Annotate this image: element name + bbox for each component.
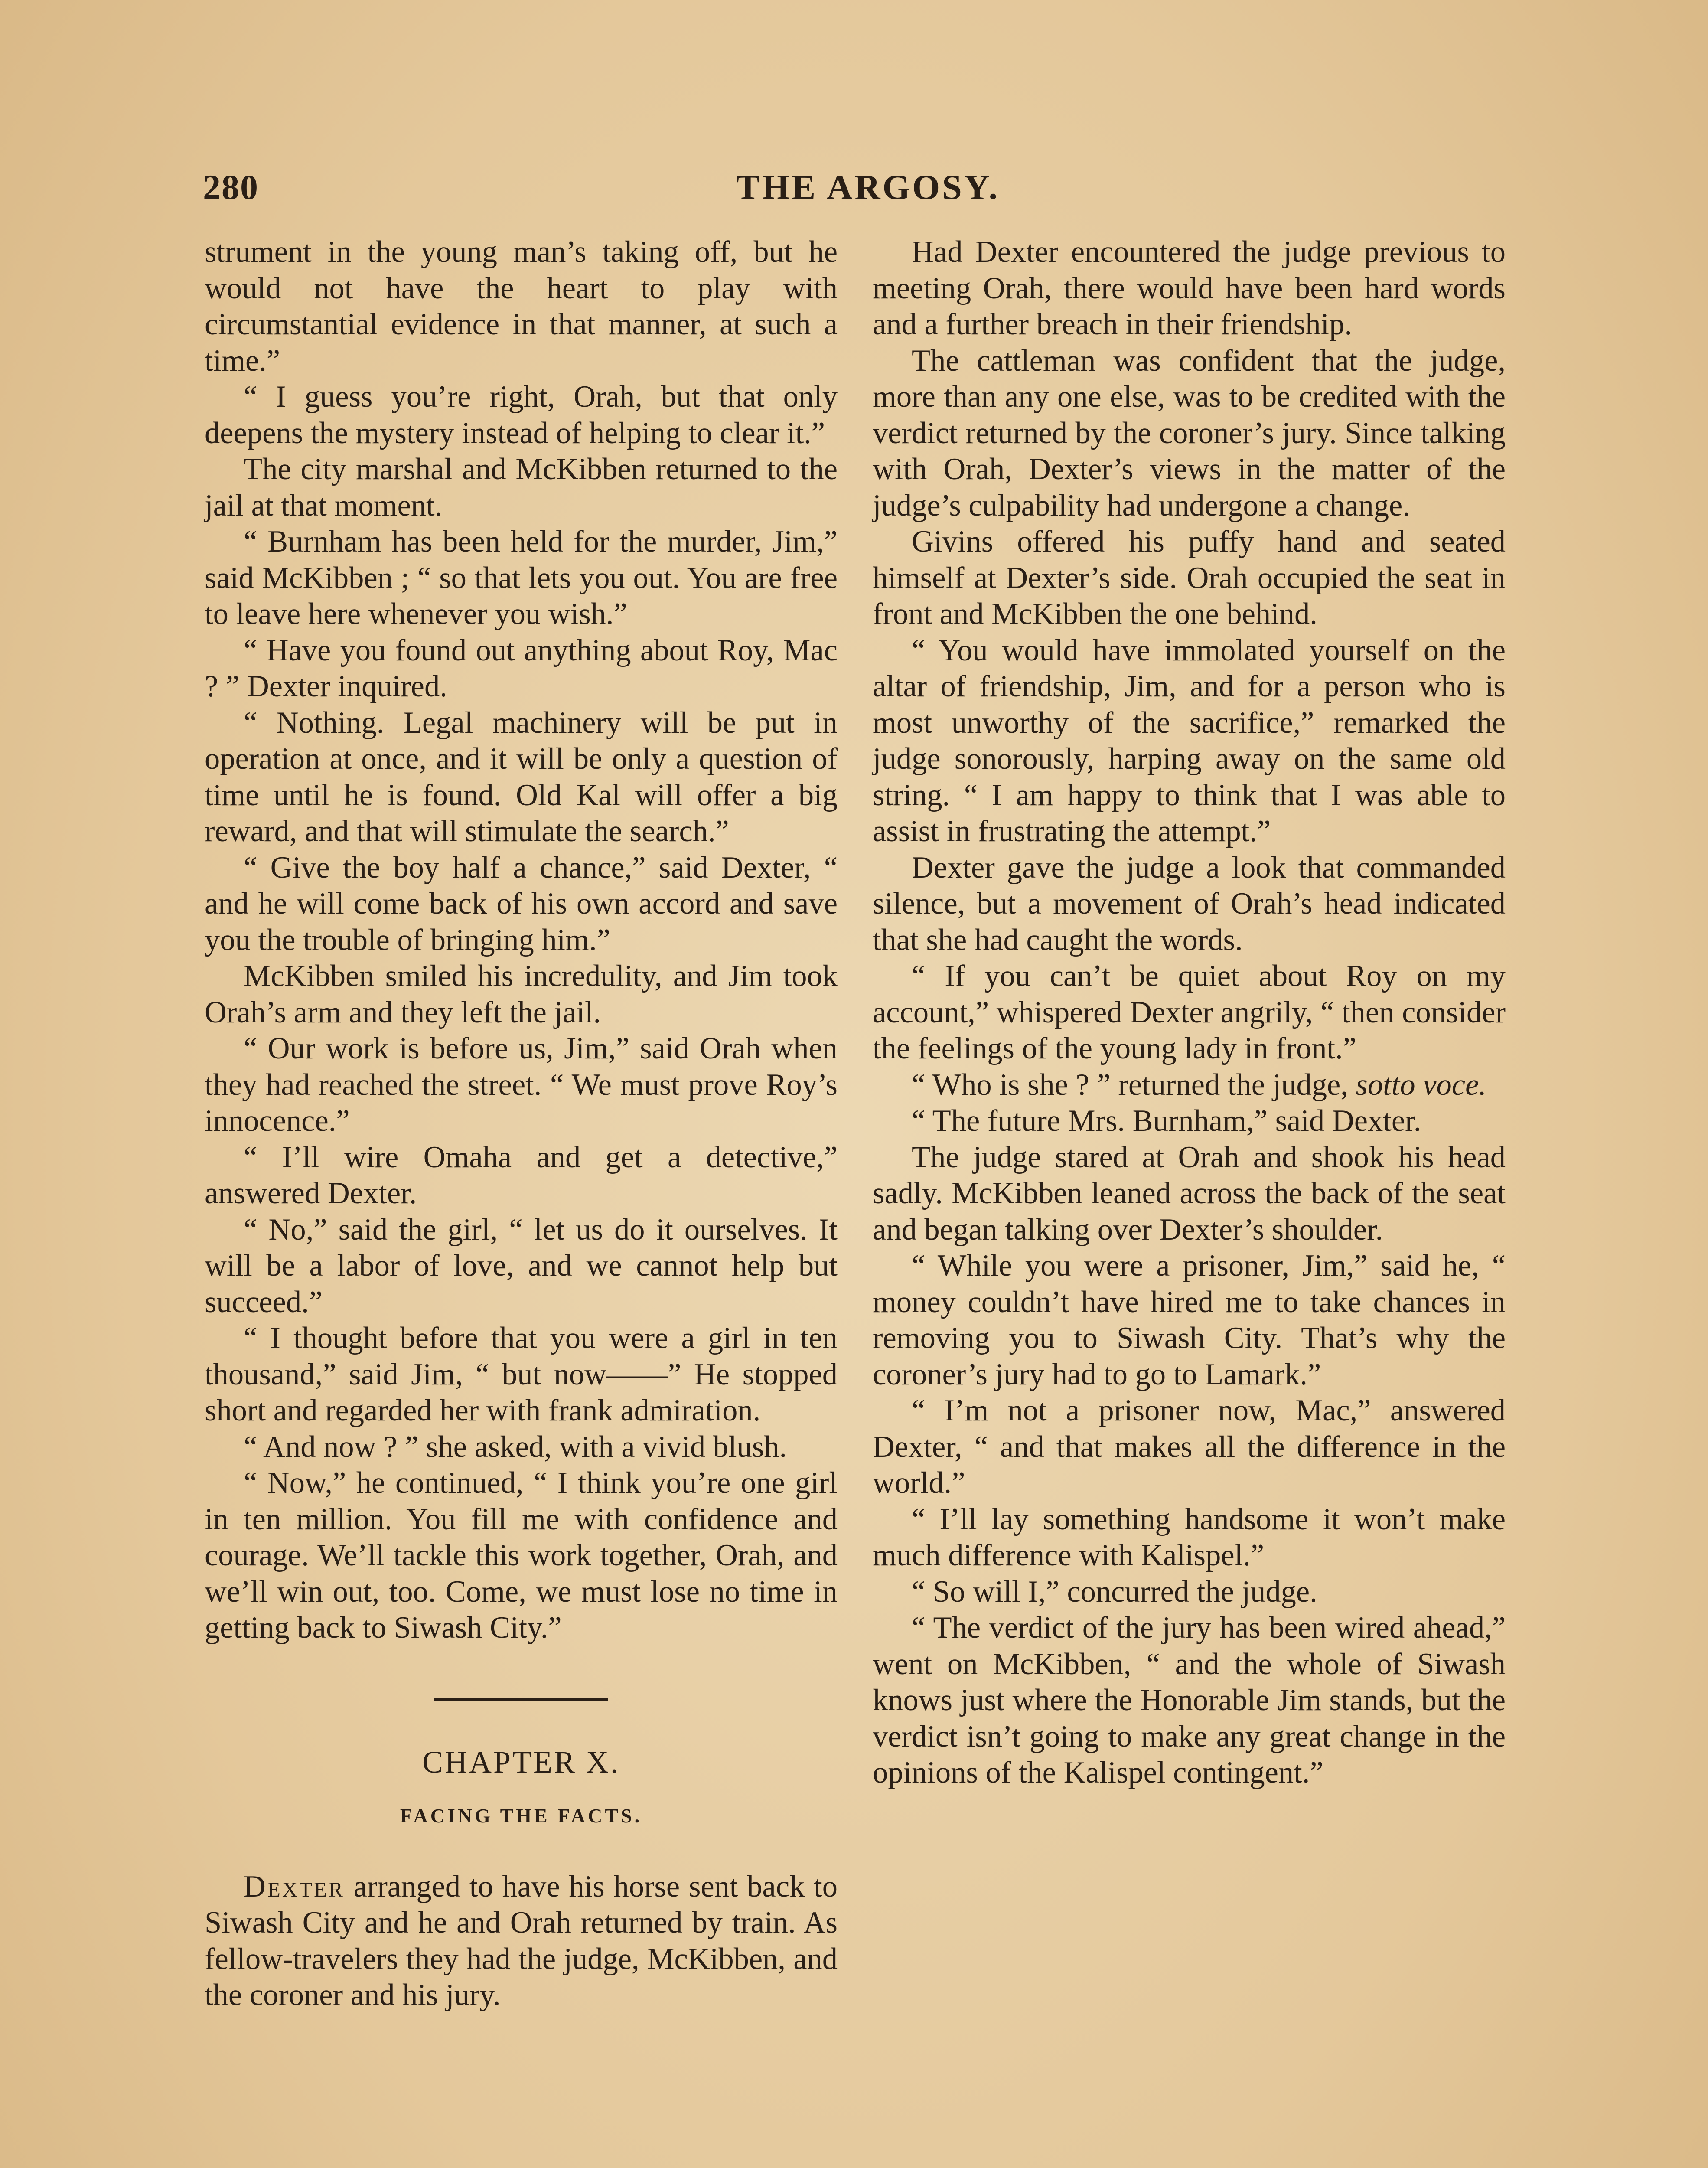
paragraph: “ So will I,” concurred the judge. xyxy=(912,1574,1317,1609)
who-question-text: “ Who is she ? ” returned the judge, xyxy=(912,1068,1356,1102)
paragraph: “ I thought before that you were a girl in ten thousand,” said Jim, “ but now——” He stopped short and regarded her with frank admiration. xyxy=(205,1321,838,1427)
paragraph: Had Dexter encountered the judge previous to meeting Orah, there would have been hard words and a further breach in their friendship. xyxy=(873,235,1506,341)
paragraph: “ I’m not a prisoner now, Mac,” answered Dexter, “ and that makes all the difference in the world.” xyxy=(873,1394,1506,1500)
paragraph: “ I’ll lay something handsome it won’t make much difference with Kalispel.” xyxy=(873,1502,1506,1572)
chapter-subtitle: FACING THE FACTS. xyxy=(400,1805,642,1827)
paragraph: “ And now ? ” she asked, with a vivid blush. xyxy=(244,1430,787,1464)
chapter-opening-text: arranged to have his horse sent back to Siwash City and he and Orah returned by train. As fellow-travelers they had the judge, McKibben, and the coroner and his jury. xyxy=(205,1869,838,2012)
chapter-opening-word: Dexter xyxy=(244,1869,345,1904)
paragraph: The city marshal and McKibben returned to the jail at that moment. xyxy=(205,452,838,522)
page-number: 280 xyxy=(203,167,259,207)
paragraph xyxy=(873,1067,1506,1104)
chapter-title: CHAPTER X. xyxy=(422,1744,620,1779)
paragraph: “ Give the boy half a chance,” said Dexter, “ and he will come back of his own accord and save you the trouble of bringing him.” xyxy=(205,850,838,957)
section-rule xyxy=(434,1698,608,1701)
sotto-voce-text: sotto voce. xyxy=(1356,1068,1487,1102)
paragraph: “ If you can’t be quiet about Roy on my account,” whispered Dexter angrily, “ then consider the feelings of the young lady in front.” xyxy=(873,959,1506,1065)
paragraph: Givins offered his puffy hand and seated himself at Dexter’s side. Orah occupied the seat in front and McKibben the one behind. xyxy=(873,525,1506,631)
paragraph: “ Have you found out anything about Roy, Mac ? ” Dexter inquired. xyxy=(205,633,838,703)
running-head: THE ARGOSY. xyxy=(736,167,1000,207)
chapter-opening-paragraph xyxy=(205,1869,838,2014)
paragraph: The judge stared at Orah and shook his head sadly. McKibben leaned across the back of the seat and began talking over Dexter’s shoulder. xyxy=(873,1140,1506,1247)
paragraph: “ Now,” he continued, “ I think you’re one girl in ten million. You fill me with confidence and courage. We’ll tackle this work together, Orah, and we’ll win out, too. Come, we must lose no time in getting back to Siwash City.” xyxy=(205,1466,838,1645)
paragraph: “ The verdict of the jury has been wired ahead,” went on McKibben, “ and the whole of Siwash knows just where the Honorable Jim stands, but the verdict isn’t going to make any great change in the opinions of the Kalispel contingent.” xyxy=(873,1611,1506,1789)
paragraph: “ The future Mrs. Burnham,” said Dexter. xyxy=(912,1104,1421,1138)
paragraph: strument in the young man’s taking off, but he would not have the heart to play with circumstantial evidence in that manner, at such a time.” xyxy=(205,235,838,378)
paragraph: McKibben smiled his incredulity, and Jim took Orah’s arm and they left the jail. xyxy=(205,959,838,1029)
paragraph: “ I’ll wire Omaha and get a detective,” answered Dexter. xyxy=(205,1140,838,1210)
paragraph: “ Our work is before us, Jim,” said Orah when they had reached the street. “ We must prove Roy’s innocence.” xyxy=(205,1032,838,1138)
paragraph: “ Burnham has been held for the murder, Jim,” said McKibben ; “ so that lets you out. You are free to leave here whenever you wish.” xyxy=(205,525,838,631)
paragraph: “ I guess you’re right, Orah, but that only deepens the mystery instead of helping to clear it.” xyxy=(205,380,838,450)
left-column xyxy=(205,234,838,2014)
paragraph: “ Nothing. Legal machinery will be put in operation at once, and it will be only a question of time until he is found. Old Kal will offer a big reward, and that will stimulate the search.” xyxy=(205,705,838,848)
paragraph: “ While you were a prisoner, Jim,” said he, “ money couldn’t have hired me to take chances in removing you to Siwash City. That’s why the coroner’s jury had to go to Lamark.” xyxy=(873,1249,1506,1391)
paragraph: The cattleman was confident that the judge, more than any one else, was to be credited with the verdict returned by the coroner’s jury. Since talking with Orah, Dexter’s views in the matter of the judge’s culpability had undergone a change. xyxy=(873,343,1506,522)
right-column xyxy=(873,234,1506,1791)
paragraph: “ You would have immolated yourself on the altar of friendship, Jim, and for a person who is most unworthy of the sacrifice,” remarked the judge sonorously, harping away on the same old string. “ I am happy to think that I was able to assist in frustrating the attempt.” xyxy=(873,633,1506,848)
page-header xyxy=(203,167,1503,215)
paragraph: “ No,” said the girl, “ let us do it ourselves. It will be a labor of love, and we cannot help but succeed.” xyxy=(205,1212,838,1319)
paragraph: Dexter gave the judge a look that commanded silence, but a movement of Orah’s head indicated that she had caught the words. xyxy=(873,850,1506,957)
